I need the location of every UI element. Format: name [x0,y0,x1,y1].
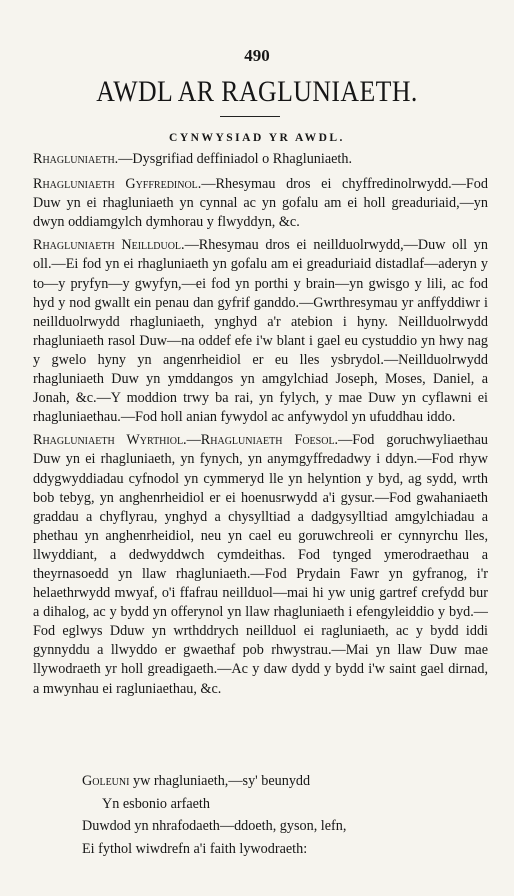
paragraph-lead: Rhagluniaeth Neillduol. [33,237,185,254]
verse-line-3: Duwdod yn nhrafodaeth—ddoeth, gyson, lefn, [82,818,347,834]
page-number: 490 [244,46,270,65]
verse-lead: Goleuni [82,773,130,789]
paragraph-wyrthiol-foesol [33,431,488,698]
verse-line-text: yw rhagluniaeth,—sy' beunydd [129,773,311,789]
verse-line-4: Ei fythol wiwdrefn a'i faith lywodraeth: [82,840,308,857]
paragraph-text: —Fod goruchwyliaethau Duw yn ei rhagluniaeth, yn fynych, yn anymgyffredadwy i ddyn.—Fod rhyw ddygwyddiadau cyfnodol yn cymmeryd lle yn helyntion y byd, ag sydd, wrth bob tebyg, yn anghenrheidiol er ei hoenusrwydd a'i gysur.—Fod gwahaniaeth graddau a chyflyrau, ynghyd a chysylltiad a dadgysylltiad amgylchiadau a phethau yn anghenrheidiol, neu yn cael eu goruwchreoli er cynnyrchu lles, llwyddiant, a dedwyddwch cymdeithas. Fod tynged ymerodraethau a theyrnasoedd yn llaw rhagluniaeth.—Fod Prydain Fawr yn gyfranog, i'r helaethrwydd mwyaf, o'i ffafrau neillduol—mai hi yw unig gartref crefydd bur a dihalog, ac y bydd yn offerynol yn llaw rhagluniaeth i efengyleiddio y byd.—Fod eglwys Dduw yn wrthddrych neillduol ei ragluniaeth, ac y bydd iddi gynnyddu a llwyddo er gwaethaf pob rhwystrau.—Mai yn llaw Duw mae llywodraeth yr holl greadigaeth.—Ac y daw dydd y bydd i'w saint gael dirnad, a mwynhau ei ragluniaethau, &c. [33,432,488,697]
paragraph-neillduol [33,236,488,427]
paragraph-rhagluniaeth [33,150,488,169]
verse-line-1 [82,770,482,793]
paragraph-lead: Rhagluniaeth Gyffredinol. [33,176,202,193]
title-rule [220,116,280,117]
paragraph-separator: — [186,432,201,449]
verse-line-2: Yn esbonio arfaeth [102,795,210,812]
paragraph-lead: Rhagluniaeth. [33,151,119,167]
section-subheading: CYNWYSIAD YR AWDL. [169,132,345,144]
paragraph-text: —Rhesymau dros ei chyffredinolrwydd.—Fod Duw yn ei rhagluniaeth yn cynnal ac yn gofalu am ei holl greaduriaid,—yn dwyn oddiamgylch dymhorau y flwyddyn, &c. [33,176,488,231]
contents-body [33,150,488,703]
verse-block [82,770,482,860]
paragraph-lead-secondary: Rhagluniaeth Foesol. [200,432,339,449]
paragraph-lead: Rhagluniaeth Wyrthiol. [33,432,187,449]
paragraph-text: —Rhesymau dros ei neillduolrwydd,—Duw oll yn oll.—Ei fod yn ei rhagluniaeth yn gofalu am ei greaduriaid distadlaf—aderyn y to—y pryfyn—y gwyfyn,—ei fod yn porthi y brain—yn gwisgo y lili, ac fod hyd y nod gwallt ein penau dan gyfrif ganddo.—Gwrthresymau yr anffyddiwr i neillduolrwydd rhagluniaeth, ynghyd a'r atebion i hyny. Neillduolrwydd rhagluniaeth rasol Duw—na oddef efe i'w blant i gael eu cystuddio yn hwy nag y gwelo hyny yn angenrheidiol er eu lles ysbrydol.—Neillduolrwydd rhagluniaeth Duw yn ymddangos yn amgylchiad Joseph, Moses, Daniel, a Jonah, &c.—Y moddion trwy ba rai, yn fylych, y mae Duw yn cyflawni ei rhagluniaethau.—Fod holl anian fywydol ac anfywydol yn ufuddhau iddo. [33,237,488,426]
paragraph-gyffredinol [33,175,488,232]
paragraph-text: —Dysgrifiad deffiniadol o Rhagluniaeth. [118,151,353,167]
page-title: AWDL AR RAGLUNIAETH. [96,75,418,108]
